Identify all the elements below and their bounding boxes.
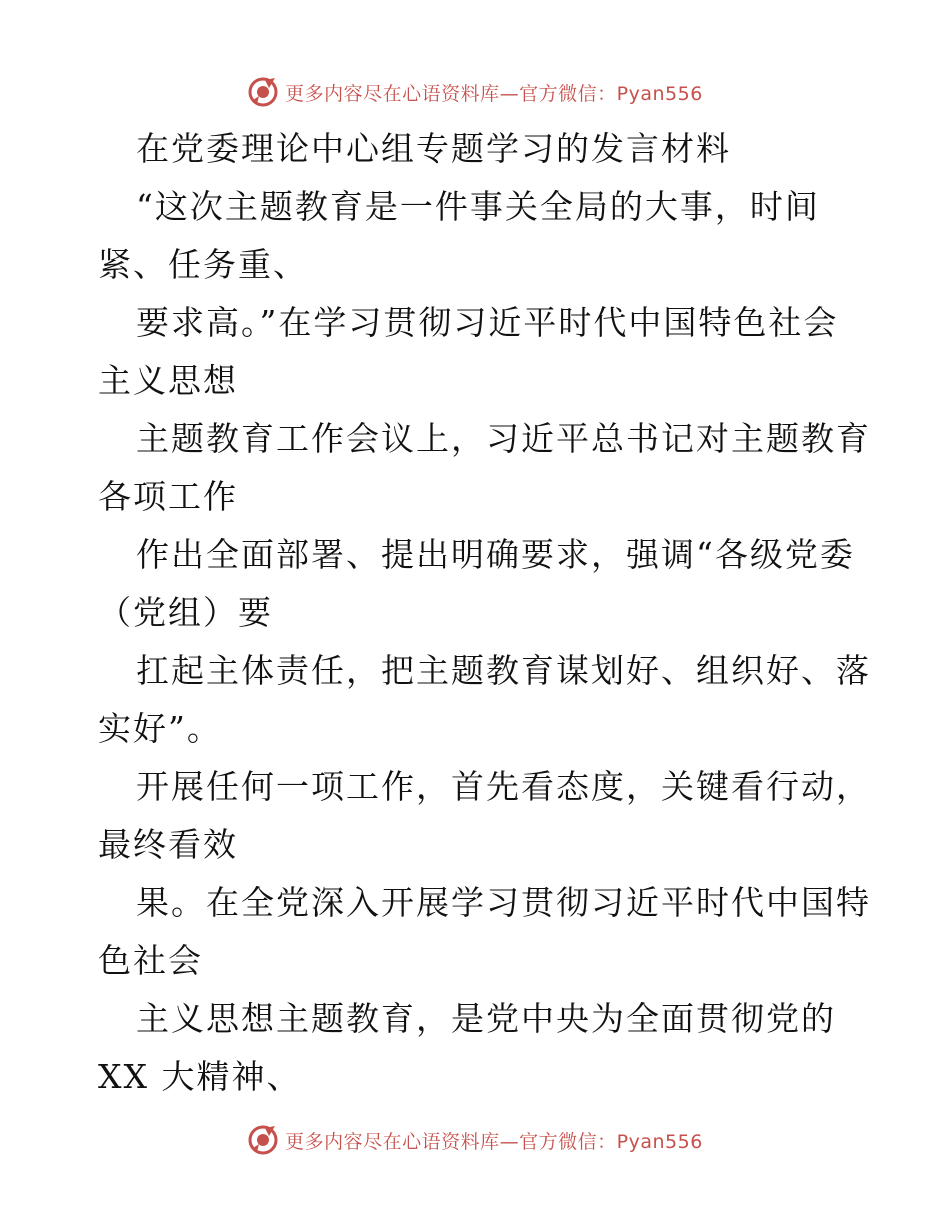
footer-banner-text: 更多内容尽在心语资料库—官方微信：Pyan556 xyxy=(285,1130,703,1153)
text-line: 扛起主体责任，把主题教育谋划好、组织好、落 xyxy=(136,651,871,690)
document-body xyxy=(98,120,871,1106)
text-line: 最终看效 xyxy=(98,825,238,864)
text-line: 紧、任务重、 xyxy=(98,245,308,284)
text-line: 主题教育工作会议上，习近平总书记对主题教育 xyxy=(136,419,871,458)
document-title: 在党委理论中心组专题学习的发言材料 xyxy=(136,129,731,168)
brand-logo-icon xyxy=(247,76,279,108)
text-line: 果。在全党深入开展学习贯彻习近平时代中国特 xyxy=(136,883,871,922)
text-line: “这次主题教育是一件事关全局的大事，时间 xyxy=(136,187,820,226)
text-line: 色社会 xyxy=(98,941,203,980)
brand-logo-icon xyxy=(247,1124,279,1156)
text-line: 作出全面部署、提出明确要求，强调“各级党委 xyxy=(136,535,855,574)
text-line: XX 大精神、 xyxy=(98,1057,302,1096)
text-line: 实好”。 xyxy=(98,709,222,748)
text-line: 各项工作 xyxy=(98,477,238,516)
text-line: （党组）要 xyxy=(98,593,273,632)
header-banner-text: 更多内容尽在心语资料库—官方微信：Pyan556 xyxy=(285,82,703,105)
footer-banner xyxy=(0,1120,950,1160)
text-line: 要求高。”在学习贯彻习近平时代中国特色社会 xyxy=(136,303,839,342)
header-banner xyxy=(0,72,950,112)
text-line: 主义思想 xyxy=(98,361,238,400)
text-line: 开展任何一项工作，首先看态度，关键看行动， xyxy=(136,767,871,806)
text-line: 主义思想主题教育，是党中央为全面贯彻党的 xyxy=(136,999,836,1038)
